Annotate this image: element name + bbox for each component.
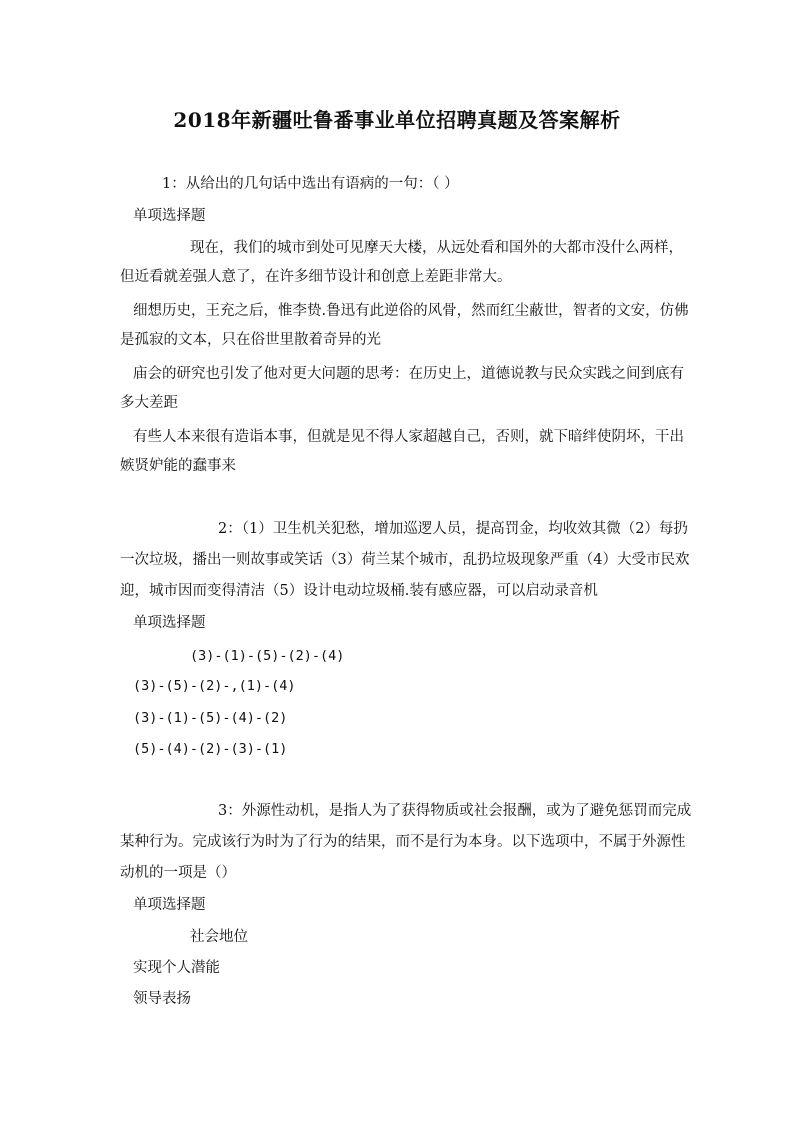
question-2-stem-cont-1: 一次垃圾，播出一则故事或笑话（3）荷兰某个城市，乱扔垃圾现象严重（4）大受市民欢 <box>120 552 690 568</box>
question-1-option-b: 细想历史，王充之后，惟李贽.鲁迅有此逆俗的风骨，然而红尘蔽世，智者的文安，仿佛 <box>133 303 689 319</box>
question-2-option-b: (3)-(5)-(2)-,(1)-(4) <box>133 678 296 694</box>
question-1-option-a: 现在，我们的城市到处可见摩天大楼，从远处看和国外的大都市没什么两样， <box>190 240 683 256</box>
page-title: 2018年新疆吐鲁番事业单位招聘真题及答案解析 <box>173 108 621 132</box>
question-1-option-a-cont: 但近看就差强人意了，在许多细节设计和创意上差距非常大。 <box>120 269 512 285</box>
question-3-option-c: 领导表扬 <box>133 991 191 1007</box>
question-1-type: 单项选择题 <box>133 208 206 224</box>
question-1-option-d: 有些人本来很有造诣本事，但就是见不得人家超越自己，否则，就下暗绊使阴坏，干出 <box>133 429 684 445</box>
question-1-stem: 1：从给出的几句话中选出有语病的一句：（ ） <box>162 176 459 192</box>
question-3-stem: 3：外源性动机，是指人为了获得物质或社会报酬，或为了避免惩罚而完成 <box>218 803 692 819</box>
question-3-type: 单项选择题 <box>133 897 206 913</box>
question-3-option-a: 社会地位 <box>190 929 248 945</box>
question-1-option-b-cont: 是孤寂的文本，只在俗世里散着奇异的光 <box>120 332 381 348</box>
question-3-stem-cont-2: 动机的一项是（） <box>120 865 236 881</box>
question-2-stem-cont-2: 迎，城市因而变得清洁（5）设计电动垃圾桶.装有感应器，可以启动录音机 <box>120 583 598 599</box>
question-1-option-c-cont: 多大差距 <box>120 395 178 411</box>
question-3-option-b: 实现个人潜能 <box>133 960 220 976</box>
question-1-option-c: 庙会的研究也引发了他对更大问题的思考：在历史上，道德说教与民众实践之间到底有 <box>133 366 684 382</box>
question-2-option-c: (3)-(1)-(5)-(4)-(2) <box>133 710 288 726</box>
question-2-type: 单项选择题 <box>133 615 206 631</box>
question-1-option-d-cont: 嫉贤妒能的蠢事来 <box>120 458 236 474</box>
question-2-option-a: (3)-(1)-(5)-(2)-(4) <box>190 648 345 664</box>
question-3-stem-cont-1: 某种行为。完成该行为时为了行为的结果，而不是行为本身。以下选项中，不属于外源性 <box>120 834 686 850</box>
question-2-option-d: (5)-(4)-(2)-(3)-(1) <box>133 741 288 757</box>
question-2-stem: 2：（1）卫生机关犯愁，增加巡逻人员，提高罚金，均收效其微（2）每扔 <box>218 521 688 537</box>
